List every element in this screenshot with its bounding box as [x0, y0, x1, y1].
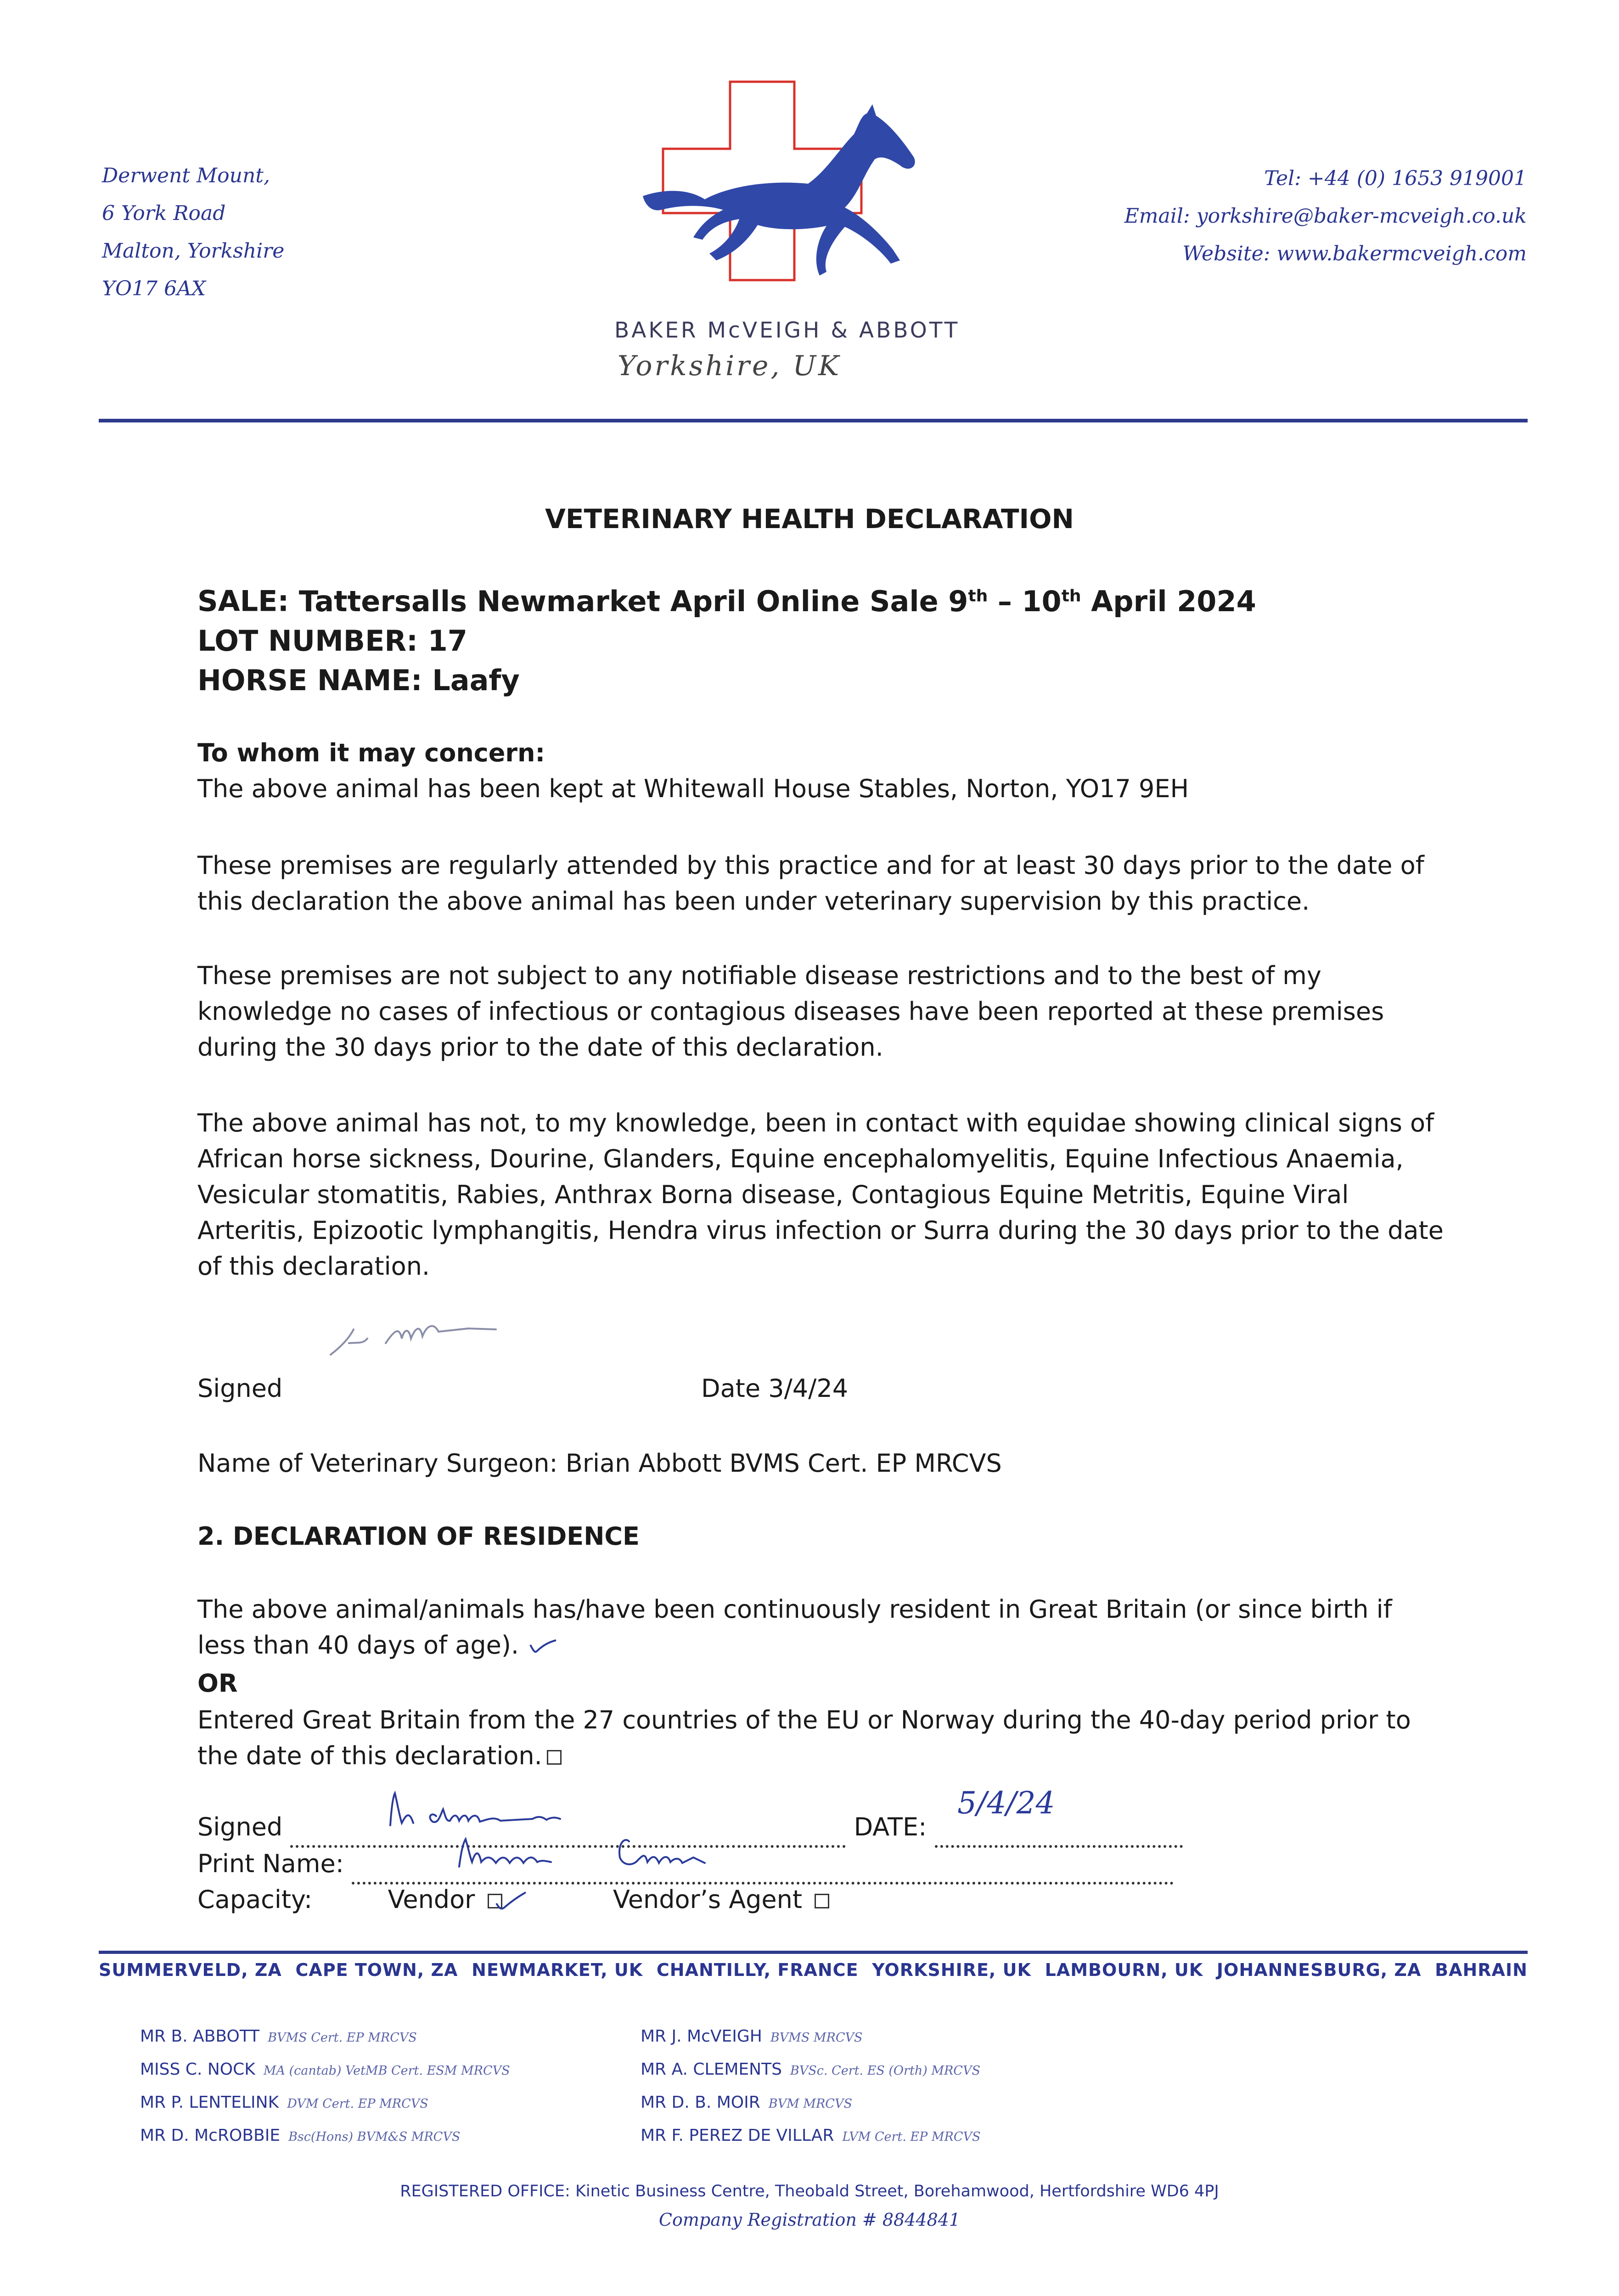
- residence-option-2: Entered Great Britain from the 27 countries of the EU or Norway during the 40-day period prior to the date of this declaration.: [197, 1705, 1411, 1770]
- address-line: Malton, Yorkshire: [102, 239, 285, 263]
- contact-website[interactable]: Website: www.bakermcveigh.com: [1182, 242, 1527, 265]
- kept-at-statement: The above animal has been kept at Whitewall House Stables, Norton, YO17 9EH: [197, 774, 1189, 803]
- lot-line: [197, 621, 1256, 661]
- sale-details: [197, 576, 1256, 700]
- or-label: OR: [197, 1669, 238, 1698]
- print-name-label: Print Name:: [197, 1849, 344, 1878]
- lot-label: LOT NUMBER:: [197, 624, 418, 658]
- capacity-label: Capacity:: [197, 1885, 313, 1914]
- residence-option-1: The above animal/animals has/have been continuously resident in Great Britain (or since birth if less than 40 days of age).: [197, 1595, 1392, 1660]
- footer-divider: [99, 1951, 1528, 1954]
- registered-office: REGISTERED OFFICE: Kinetic Business Centre, Theobald Street, Borehamwood, Hertfordshire WD6 4PJ: [400, 2182, 1219, 2200]
- checkmark-icon: [492, 1890, 528, 1913]
- staff-entry: MR D. McROBBIE Bsc(Hons) BVM&S MRCVS: [140, 2126, 461, 2145]
- vendor-signature-icon: [381, 1789, 592, 1835]
- staff-list-left: [140, 2020, 510, 2153]
- option-2-checkbox[interactable]: [547, 1750, 562, 1765]
- lot-value: 17: [427, 624, 467, 658]
- vet-signed-label: Signed: [197, 1374, 283, 1403]
- disease-contact-paragraph: The above animal has not, to my knowledge, been in contact with equidae showing clinical signs of African horse sickness, Dourine, Glanders, Equine encephalomyelitis, Equine Infectious Anaemia, Vesicular stomatitis, Rabies, Anthrax Borna disease, Contagious Equine Metritis, Equine Viral Arteritis, Epizootic lymphangitis, Hendra virus infection or Surra during the 30 days prior to the date of this declaration.: [197, 1109, 1444, 1281]
- office-location: NEWMARKET, UK: [472, 1960, 643, 1980]
- office-location: CAPE TOWN, ZA: [295, 1960, 458, 1980]
- staff-entry: MISS C. NOCK MA (cantab) VetMB Cert. ESM MRCVS: [140, 2060, 510, 2079]
- horse-cross-logo-icon: [624, 79, 964, 287]
- staff-entry: MR P. LENTELINK DVM Cert. EP MRCVS: [140, 2093, 428, 2112]
- header-divider: [99, 419, 1528, 422]
- staff-list-right: [641, 2020, 981, 2153]
- staff-entry: MR F. PEREZ DE VILLAR LVM Cert. EP MRCVS: [641, 2126, 981, 2145]
- vendor-agent-checkbox[interactable]: [815, 1894, 829, 1908]
- vet-date: Date 3/4/24: [701, 1374, 849, 1403]
- company-name: BAKER McVEIGH & ABBOTT: [614, 318, 960, 343]
- office-location: SUMMERVELD, ZA: [99, 1960, 282, 1980]
- checkmark-icon: [527, 1638, 559, 1656]
- office-location: YORKSHIRE, UK: [872, 1960, 1031, 1980]
- horse-line: [197, 661, 1256, 700]
- vendor-label: Vendor: [388, 1885, 475, 1914]
- office-location: JOHANNESBURG, ZA: [1216, 1960, 1422, 1980]
- company-registration: Company Registration # 8844841: [658, 2210, 961, 2230]
- office-locations: [99, 1960, 1528, 1980]
- vet-signature-icon: [321, 1311, 514, 1362]
- practice-contact: [941, 160, 1527, 273]
- horse-value: Laafy: [432, 663, 520, 697]
- vendor-date-label: DATE:: [854, 1812, 927, 1841]
- vendor-signed-label: Signed: [197, 1812, 283, 1841]
- salutation-block: [197, 735, 1446, 807]
- print-name-handwriting-icon: [455, 1830, 785, 1876]
- staff-entry: MR B. ABBOTT BVMS Cert. EP MRCVS: [140, 2027, 417, 2046]
- handwritten-date: 5/4/24: [957, 1785, 1055, 1821]
- sale-value: Tattersalls Newmarket April Online Sale 9th – 10th April 2024: [298, 584, 1256, 618]
- sale-label: SALE:: [197, 584, 289, 618]
- vet-name-line: Name of Veterinary Surgeon: Brian Abbott BVMS Cert. EP MRCVS: [197, 1449, 1002, 1478]
- residence-heading: 2. DECLARATION OF RESIDENCE: [197, 1522, 640, 1551]
- capacity-row: [197, 1882, 829, 1918]
- attended-paragraph: These premises are regularly attended by this practice and for at least 30 days prior to the date of this declaration the above animal has been under veterinary supervision by this practice.: [197, 851, 1424, 916]
- vendor-agent-label: Vendor’s Agent: [613, 1885, 803, 1914]
- sale-line: [197, 576, 1256, 621]
- contact-phone: Tel: +44 (0) 1653 919001: [1264, 167, 1527, 190]
- office-location: CHANTILLY, FRANCE: [656, 1960, 859, 1980]
- address-line: 6 York Road: [102, 202, 226, 225]
- salutation: To whom it may concern:: [197, 738, 545, 767]
- contact-email[interactable]: Email: yorkshire@baker-mcveigh.co.uk: [1124, 204, 1527, 228]
- document-title: VETERINARY HEALTH DECLARATION: [545, 503, 1074, 535]
- company-region: Yorkshire, UK: [618, 350, 841, 382]
- address-line: YO17 6AX: [102, 277, 206, 300]
- address-line: Derwent Mount,: [102, 164, 270, 187]
- staff-entry: MR A. CLEMENTS BVSc. Cert. ES (Orth) MRCVS: [641, 2060, 980, 2079]
- horse-label: HORSE NAME:: [197, 663, 422, 697]
- office-location: BAHRAIN: [1435, 1960, 1528, 1980]
- restrictions-paragraph: These premises are not subject to any notifiable disease restrictions and to the best of my knowledge no cases of infectious or contagious diseases have been reported at these premises during the 30 days prior to the date of this declaration.: [197, 961, 1384, 1062]
- practice-address: [102, 157, 284, 308]
- staff-entry: MR J. McVEIGH BVMS MRCVS: [641, 2027, 863, 2046]
- office-location: LAMBOURN, UK: [1045, 1960, 1203, 1980]
- staff-entry: MR D. B. MOIR BVM MRCVS: [641, 2093, 852, 2112]
